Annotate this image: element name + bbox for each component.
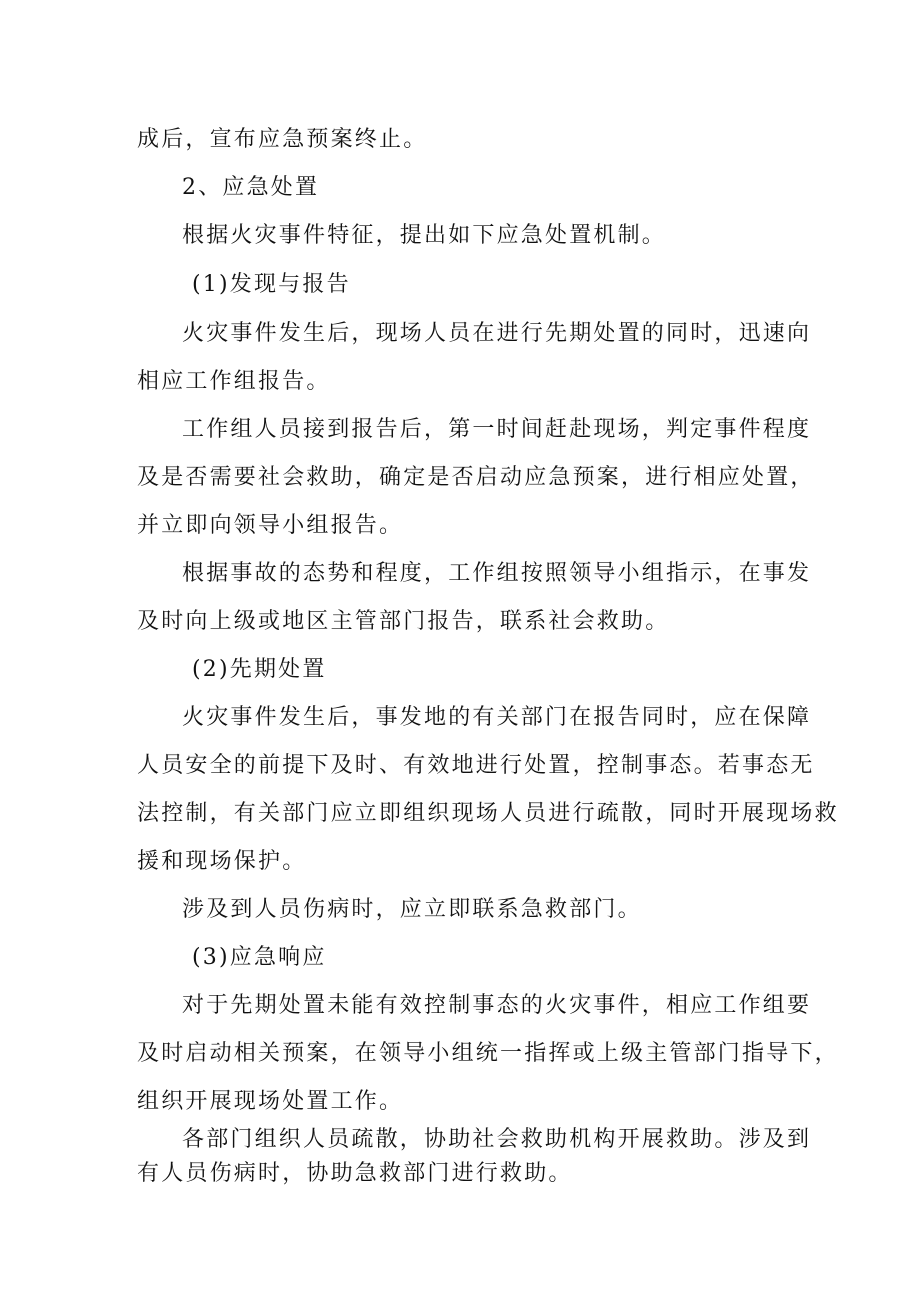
- paragraph-line: 有人员伤病时，协助急救部门进行救助。: [137, 1161, 573, 1186]
- section-heading: 2、应急处置: [182, 175, 320, 200]
- paragraph-line: 各部门组织人员疏散，协助社会救助机构开展救助。涉及到: [182, 1127, 812, 1152]
- paragraph-line: 法控制，有关部门应立即组织现场人员进行疏散，同时开展现场救: [137, 801, 839, 826]
- paragraph-line: 成后，宣布应急预案终止。: [137, 127, 428, 152]
- subsection-heading: (3)应急响应: [192, 945, 327, 970]
- paragraph-line: 工作组人员接到报告后，第一时间赶赴现场，判定事件程度: [182, 417, 812, 442]
- paragraph-line: 根据火灾事件特征，提出如下应急处置机制。: [182, 223, 667, 248]
- paragraph-line: 人员安全的前提下及时、有效地进行处置，控制事态。若事态无: [137, 753, 815, 778]
- paragraph-line: 对于先期处置未能有效控制事态的火灾事件，相应工作组要: [182, 993, 812, 1018]
- paragraph-line: 根据事故的态势和程度，工作组按照领导小组指示，在事发: [182, 561, 812, 586]
- paragraph-line: 相应工作组报告。: [137, 369, 331, 394]
- paragraph-line: 组织开展现场处置工作。: [137, 1089, 404, 1114]
- subsection-heading: (1)发现与报告: [192, 272, 351, 297]
- paragraph-line: 及时向上级或地区主管部门报告，联系社会救助。: [137, 609, 670, 634]
- paragraph-line: 及是否需要社会救助，确定是否启动应急预案，进行相应处置，: [137, 465, 815, 490]
- paragraph-line: 涉及到人员伤病时，应立即联系急救部门。: [182, 897, 642, 922]
- paragraph-line: 并立即向领导小组报告。: [137, 513, 404, 538]
- paragraph-line: 援和现场保护。: [137, 849, 307, 874]
- paragraph-line: 火灾事件发生后，事发地的有关部门在报告同时，应在保障: [182, 705, 812, 730]
- paragraph-line: 及时启动相关预案，在领导小组统一指挥或上级主管部门指导下，: [137, 1041, 839, 1066]
- subsection-heading: (2)先期处置: [192, 657, 327, 682]
- paragraph-line: 火灾事件发生后，现场人员在进行先期处置的同时，迅速向: [182, 321, 812, 346]
